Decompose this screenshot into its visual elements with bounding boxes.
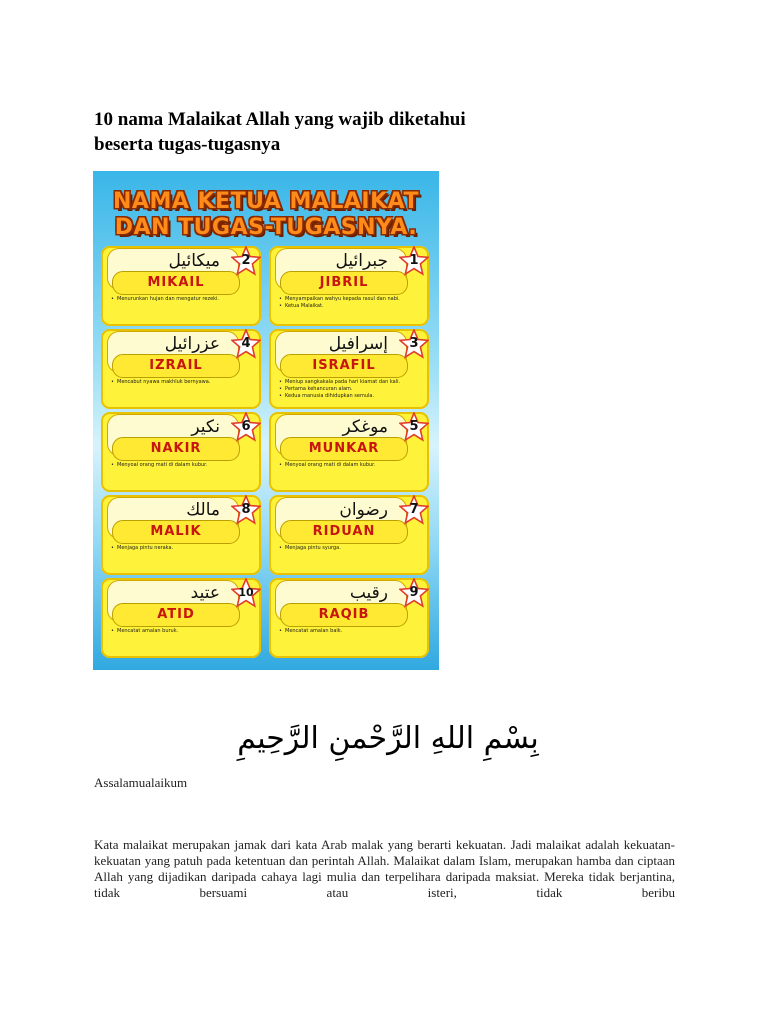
latin-name: ATID <box>157 607 195 622</box>
arabic-name: عزرائيل <box>164 334 220 354</box>
angel-number: 9 <box>409 585 419 600</box>
angel-number: 2 <box>241 253 251 268</box>
number-star-icon <box>231 495 261 525</box>
angel-card-malik <box>101 495 261 575</box>
poster-title <box>93 189 439 241</box>
arabic-name: جبرائيل <box>335 251 388 271</box>
arabic-name: عتيد <box>190 583 220 603</box>
angel-card-munkar <box>269 412 429 492</box>
number-star-icon <box>231 412 261 442</box>
duty-list <box>111 545 257 552</box>
angel-card-izrail <box>101 329 261 409</box>
angel-number: 4 <box>241 336 251 351</box>
document-title <box>94 107 654 157</box>
latin-name-pill <box>112 354 240 378</box>
number-star-icon <box>399 578 429 608</box>
duty-list <box>111 379 257 386</box>
duty-list <box>279 462 425 469</box>
name-bar <box>275 580 407 622</box>
number-star-icon <box>399 246 429 276</box>
latin-name: ISRAFIL <box>312 358 376 373</box>
duty-item: • Menyoal orang mati di dalam kubur. <box>279 462 425 469</box>
poster-title-line-1: NAMA KETUA MALAIKAT <box>113 189 419 214</box>
latin-name: RAQIB <box>318 607 370 622</box>
name-bar <box>107 331 239 373</box>
name-bar <box>107 414 239 456</box>
duty-item: • Mencatat amalan buruk. <box>111 628 257 635</box>
number-star-icon <box>231 329 261 359</box>
angel-card-atid <box>101 578 261 658</box>
name-bar <box>275 248 407 290</box>
angels-poster-image <box>93 171 439 670</box>
title-line-1: 10 nama Malaikat Allah yang wajib diketahui <box>94 109 466 130</box>
angel-number: 3 <box>409 336 419 351</box>
angel-number: 7 <box>409 502 419 517</box>
angel-number: 10 <box>238 586 254 599</box>
latin-name-pill <box>280 354 408 378</box>
latin-name-pill <box>112 603 240 627</box>
latin-name: JIBRIL <box>319 275 369 290</box>
duty-item: • Meniup sangkakala pada hari kiamat dan kali. <box>279 379 425 386</box>
angel-card-mikail <box>101 246 261 326</box>
arabic-name: مالك <box>186 500 220 520</box>
duty-item: • Kedua manusia dihidupkan semula. <box>279 393 425 400</box>
number-star-icon <box>231 578 261 608</box>
angel-number: 6 <box>241 419 251 434</box>
duty-item: • Menjaga pintu syurga. <box>279 545 425 552</box>
duty-item: • Menurunkan hujan dan mengatur rezeki. <box>111 296 257 303</box>
duty-list <box>279 296 425 310</box>
arabic-name: ميكائيل <box>168 251 220 271</box>
latin-name: NAKIR <box>150 441 202 456</box>
duty-item: • Pertama kehancuran alam. <box>279 386 425 393</box>
number-star-icon <box>399 412 429 442</box>
arabic-name: نكير <box>191 417 220 437</box>
name-bar <box>107 248 239 290</box>
name-bar <box>275 497 407 539</box>
latin-name: MIKAIL <box>147 275 205 290</box>
duty-item: • Mencabut nyawa makhluk bernyawa. <box>111 379 257 386</box>
number-star-icon <box>399 329 429 359</box>
latin-name-pill <box>280 520 408 544</box>
angel-card-jibril <box>269 246 429 326</box>
latin-name: RIDUAN <box>312 524 376 539</box>
duty-list <box>279 545 425 552</box>
intro-paragraph: Kata malaikat merupakan jamak dari kata Arab malak yang berarti kekuatan. Jadi malaikat adalah kekuatan-kekuatan yang patuh pada ketentuan dan perintah Allah. Malaikat dalam Islam, merupakan hamba dan ciptaan Allah yang dijadikan daripada cahaya lagi mulia dan terpelihara daripada maksiat. Mereka tidak berjantina, tidak bersuami atau isteri, tidak beribu <box>94 837 675 900</box>
duty-list <box>111 628 257 635</box>
duty-list <box>111 462 257 469</box>
duty-item: • Menyoal orang mati di dalam kubur. <box>111 462 257 469</box>
latin-name-pill <box>112 271 240 295</box>
name-bar <box>107 580 239 622</box>
name-bar <box>275 331 407 373</box>
number-star-icon <box>231 246 261 276</box>
latin-name: MALIK <box>150 524 202 539</box>
name-bar <box>275 414 407 456</box>
latin-name-pill <box>112 437 240 461</box>
angel-card-riduan <box>269 495 429 575</box>
angel-card-nakir <box>101 412 261 492</box>
latin-name: MUNKAR <box>308 441 380 456</box>
greeting-text: Assalamualaikum <box>94 775 188 790</box>
duty-item: • Menjaga pintu neraka. <box>111 545 257 552</box>
latin-name-pill <box>280 603 408 627</box>
basmala-text: بِسْمِ اللهِ الرَّحْمنِ الرَّحِيمِ <box>237 721 539 756</box>
latin-name-pill <box>280 271 408 295</box>
name-bar <box>107 497 239 539</box>
duty-item: • Ketua Malaikat. <box>279 303 425 310</box>
duty-item: • Menyampaikan wahyu kepada rasul dan nabi. <box>279 296 425 303</box>
duty-item: • Mencatat amalan baik. <box>279 628 425 635</box>
angel-number: 8 <box>241 502 251 517</box>
angel-card-israfil <box>269 329 429 409</box>
angel-number: 5 <box>409 419 419 434</box>
latin-name-pill <box>280 437 408 461</box>
latin-name-pill <box>112 520 240 544</box>
duty-list <box>279 379 425 400</box>
title-line-2: beserta tugas-tugasnya <box>94 134 281 155</box>
duty-list <box>279 628 425 635</box>
arabic-name: رقيب <box>349 583 388 603</box>
poster-title-line-2: DAN TUGAS-TUGASNYA. <box>114 215 418 240</box>
number-star-icon <box>399 495 429 525</box>
angel-card-raqib <box>269 578 429 658</box>
arabic-name: موغكر <box>342 417 388 437</box>
angel-number: 1 <box>409 253 419 268</box>
latin-name: IZRAIL <box>149 358 203 373</box>
arabic-name: رضوان <box>339 500 388 520</box>
arabic-name: إسرافيل <box>328 334 388 354</box>
duty-list <box>111 296 257 303</box>
